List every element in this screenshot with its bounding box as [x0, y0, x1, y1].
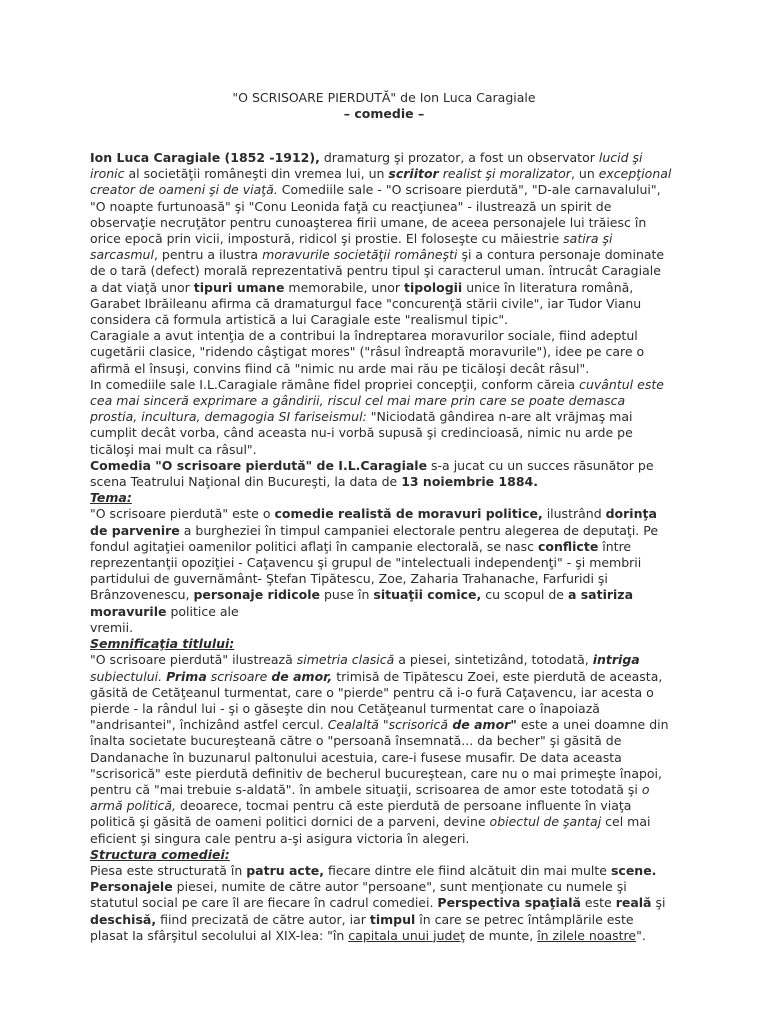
intro-paragraph: Ion Luca Caragiale (1852 -1912), dramaturg şi prozator, a fost un observator lucid şi ironic al societăţii româneşti din vremea lui, un scriitor realist şi moralizator, un excepţional creator de oameni şi de viaţă. Comediile sale - "O scrisoare pierdută", "D-ale carnavalului", "O noapte furtunoasă" şi "Conu Leonida faţă cu reacţiunea" - ilustrează un spirit de observaţie necruţător pentru cunoaşterea firii umane, de aceea personajele lui trăiesc în orice epocă prin vicii, impostură, ridicol şi prostie. El foloseşte cu măiestrie satira şi sarcasmul, pentru a ilustra moravurile societăţii româneşti şi a contura personaje dominate de o tară (defect) morală reprezentativă pentru tipul şi caracterul uman. întrucât Caragiale a dat viaţă unor tipuri umane memorabile, unor tipologii unice în literatura română, Garabet Ibrăileanu afirma că dramaturgul face "concurenţă stării civile", iar Tudor Vianu considera că formula artistică a lui Caragiale este "realismul tipic". [90, 150, 672, 328]
document-title [0, 90, 768, 122]
section-heading-semnificatia: Semnificaţia titlului: [90, 636, 235, 652]
paragraph-semnificatia: "O scrisoare pierdută" ilustrează simetria clasică a piesei, sintetizând, totodată, intriga subiectului. Prima scrisoare de amor, trimisă de Tipătescu Zoei, este pierdută de aceasta, găsită de Cetăţeanul turmentat, care o "pierde" pentru că i-o fură Caţavencu, iar acesta o pierde - la rândul lui - şi o găseşte din nou Cetăţeanul turmentat care o înapoiază "andrisantei", închizând astfel cercul. Cealaltă "scrisorică de amor" este a unei doamne din înalta societate bucureşteană către o "persoană însemnată... da becher" şi găsită de Dandanache în buzunarul paltonului acestuia, care-i fusese musafir. De data aceasta "scrisorică" este pierdută definitiv de becherul bucureştean, care nu o mai primeşte înapoi, pentru că "mai trebuie s-aldată". în ambele situaţii, scrisoarea de amor este totodată şi o armă politică, deoarece, tocmai pentru că este pierdută de persoane influente în viaţa politică şi găsită de oameni politici dornici de a parveni, devine obiectul de şantaj cel mai eficient şi singura cale pentru a-şi asigura victoria în alegeri. [90, 652, 669, 846]
paragraph-tema-end: vremii. [90, 619, 134, 635]
paragraph-premiera: Comedia "O scrisoare pierdută" de I.L.Caragiale s-a jucat cu un succes răsunător pe scena Teatrului Naţional din Bucureşti, la data de 13 noiembrie 1884. [90, 457, 654, 490]
title-line: "O SCRISOARE PIERDUTĂ" de Ion Luca Caragiale [232, 90, 536, 105]
section-heading-tema: Tema: [90, 490, 132, 506]
paragraph-ridendo: Caragiale a avut intenţia de a contribui la îndreptarea moravurilor sociale, fiind adeptul cugetării clasice, "ridendo câştigat mores" ("râsul îndreaptă moravurile"), idee pe care o afirmă el însuşi, convins fiind că "nimic nu arde mai rău pe ticăloşi decât râsul". [90, 328, 645, 376]
subtitle-line: – comedie – [343, 106, 425, 121]
paragraph-tema: "O scrisoare pierdută" este o comedie realistă de moravuri politice, ilustrând dorinţa de parvenire a burgheziei în timpul campaniei electorale pentru alegerea de deputaţi. Pe fondul agitaţiei oamenilor politici aflaţi în campanie electorală, se nasc conflicte între reprezentanţii opoziţiei - Caţavencu şi grupul de "intelectuali independenţi" - şi membrii partidului de guvernământ- Ştefan Tipătescu, Zoe, Zaharia Trahanache, Farfuridi şi Brânzovenescu, personaje ridicole puse în situaţii comice, cu scopul de a satiriza moravurile politice ale [90, 506, 659, 619]
paragraph-conceptie: In comediile sale I.L.Caragiale rămâne fidel propriei concepţii, conform căreia cuvântul este cea mai sinceră exprimare a gândirii, riscul cel mai mare prin care se poate demasca prostia, incultura, demagogia SI fariseismul: "Niciodată gândirea n-are alt vrăjmaş mai cumplit decât vorba, când aceasta nu-i vorbă supusă şi credincioasă, nimic nu arde pe ticăloşi mai mult ca râsul". [90, 376, 664, 457]
paragraph-structura: Piesa este structurată în patru acte, fiecare dintre ele fiind alcătuit din mai multe scene. Personajele piesei, numite de către autor "persoane", sunt menţionate cu numele şi statutul social pe care îl are fiecare în cadrul comediei. Perspectiva spaţială este reală şi deschisă, fiind precizată de către autor, iar timpul în care se petrec întâmplările este plasat Ia sfârşitul secolului al XIX-lea: "în capitala unui judeţ de munte, în zilele noastre". [90, 862, 666, 943]
section-heading-structura: Structura comediei: [90, 846, 230, 862]
document-body [90, 150, 672, 944]
